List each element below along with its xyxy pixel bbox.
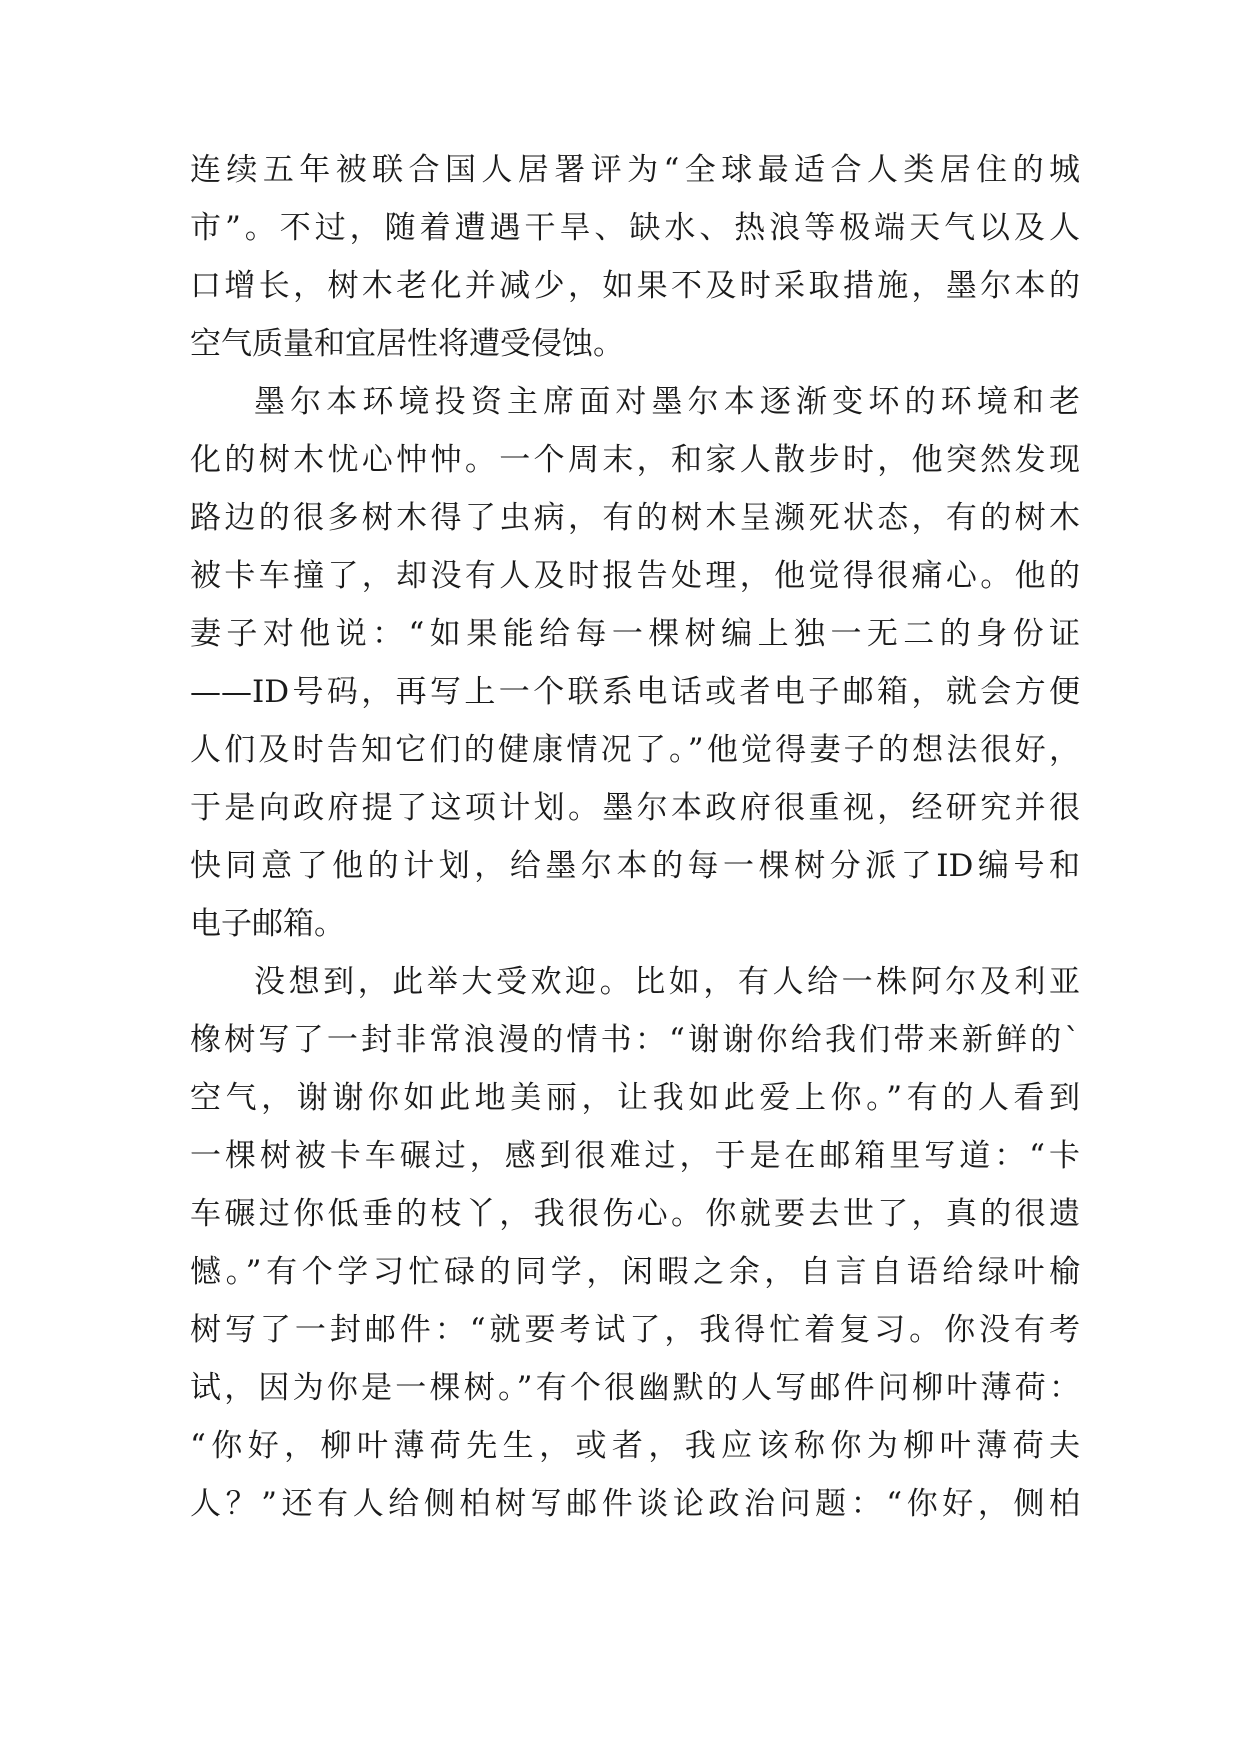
text-line: 车碾过你低垂的枝丫，我很伤心。你就要去世了，真的很遗 [190, 1196, 1080, 1232]
paragraph-first-line: 墨尔本环境投资主席面对墨尔本逐渐变坏的环境和老 [254, 384, 1080, 420]
text-line: 连续五年被联合国人居署评为“全球最适合人类居住的城 [190, 152, 1080, 188]
text-line: 口增长，树木老化并减少，如果不及时采取措施，墨尔本的 [190, 268, 1080, 304]
text-line: 一棵树被卡车碾过，感到很难过，于是在邮箱里写道：“卡 [190, 1138, 1080, 1174]
text-line: 试，因为你是一棵树。”有个很幽默的人写邮件问柳叶薄荷： [190, 1370, 1080, 1406]
text-line: 人们及时告知它们的健康情况了。”他觉得妻子的想法很好， [190, 732, 1080, 768]
text-line: 电子邮箱。 [190, 906, 345, 942]
text-line: ——ID号码，再写上一个联系电话或者电子邮箱，就会方便 [190, 674, 1080, 710]
text-line: 路边的很多树木得了虫病，有的树木呈濒死状态，有的树木 [190, 500, 1080, 536]
text-line: 快同意了他的计划，给墨尔本的每一棵树分派了ID编号和 [190, 848, 1080, 884]
text-line: 被卡车撞了，却没有人及时报告处理，他觉得很痛心。他的 [190, 558, 1080, 594]
text-line: 空气质量和宜居性将遭受侵蚀。 [190, 326, 624, 362]
text-line: 人？”还有人给侧柏树写邮件谈论政治问题：“你好，侧柏 [190, 1486, 1080, 1522]
text-line: 市”。不过，随着遭遇干旱、缺水、热浪等极端天气以及人 [190, 210, 1080, 246]
text-line: 化的树木忧心忡忡。一个周末，和家人散步时，他突然发现 [190, 442, 1080, 478]
text-line: 橡树写了一封非常浪漫的情书：“谢谢你给我们带来新鲜的` [190, 1022, 1080, 1058]
text-line: 憾。”有个学习忙碌的同学，闲暇之余，自言自语给绿叶榆 [190, 1254, 1080, 1290]
text-line: 于是向政府提了这项计划。墨尔本政府很重视，经研究并很 [190, 790, 1080, 826]
paragraph-first-line: 没想到，此举大受欢迎。比如，有人给一株阿尔及利亚 [254, 964, 1080, 1000]
text-line: 妻子对他说：“如果能给每一棵树编上独一无二的身份证 [190, 616, 1080, 652]
text-line: “你好，柳叶薄荷先生，或者，我应该称你为柳叶薄荷夫 [190, 1428, 1080, 1464]
text-line: 空气，谢谢你如此地美丽，让我如此爱上你。”有的人看到 [190, 1080, 1080, 1116]
text-line: 树写了一封邮件：“就要考试了，我得忙着复习。你没有考 [190, 1312, 1080, 1348]
